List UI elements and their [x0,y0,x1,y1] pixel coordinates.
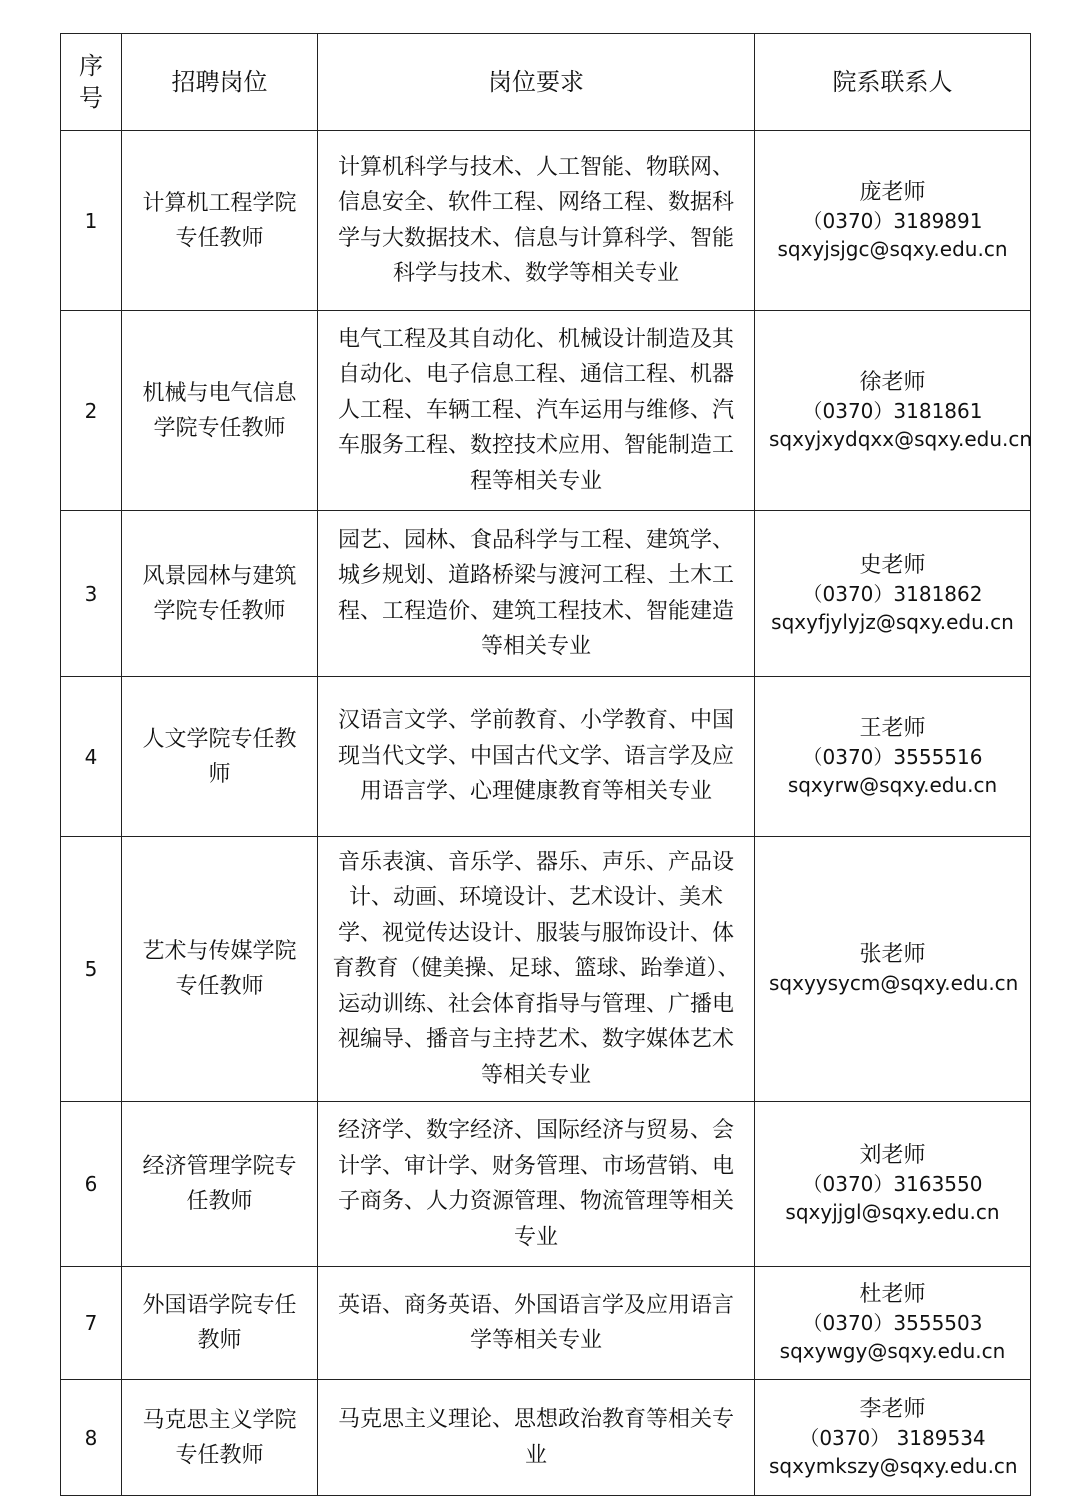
contact-name: 张老师 [859,942,926,967]
contact-phone: （0370）3189891 [802,208,983,233]
header-no: 序号 [61,34,122,131]
row-contact [755,1267,1031,1380]
row-position: 计算机工程学院专任教师 [122,131,318,311]
contact-name: 李老师 [859,1396,926,1422]
row-requirements: 马克思主义理论、思想政治教育等相关专业 [318,1380,755,1496]
row-requirements: 汉语言文学、学前教育、小学教育、中国现当代文学、中国古代文学、语言学及应用语言学、心理健康教育等相关专业 [318,677,755,837]
contact-email: sqxyjxydqxx@sqxy.edu.cn [769,426,1033,451]
table-row [61,1267,1031,1380]
table-row [61,511,1031,677]
row-no: 8 [61,1380,122,1496]
contact-name: 杜老师 [859,1282,926,1307]
contact-name: 刘老师 [859,1143,926,1168]
header-contact: 院系联系人 [755,34,1031,131]
row-no: 3 [61,511,122,677]
contact-name: 徐老师 [859,369,926,395]
contact-name: 史老师 [859,552,926,578]
contact-name: 王老师 [859,715,926,741]
table-row [61,1380,1031,1496]
contact-email: sqxyfjylyjz@sqxy.edu.cn [771,609,1014,634]
row-contact [755,1380,1031,1496]
table-row [61,311,1031,511]
row-no: 1 [61,131,122,311]
contact-phone: （0370）3181862 [802,581,983,606]
row-position: 人文学院专任教师 [122,677,318,837]
table-row [61,677,1031,837]
row-no: 6 [61,1102,122,1267]
row-no: 4 [61,677,122,837]
row-contact [755,311,1031,511]
row-no: 2 [61,311,122,511]
header-requirements: 岗位要求 [318,34,755,131]
table-header-row [61,34,1031,131]
contact-email: sqxymkszy@sqxy.edu.cn [769,1453,1018,1478]
row-no: 7 [61,1267,122,1380]
recruitment-table [60,33,1031,1496]
contact-email: sqxyjsjgc@sqxy.edu.cn [777,236,1008,261]
row-requirements: 经济学、数字经济、国际经济与贸易、会计学、审计学、财务管理、市场营销、电子商务、人力资源管理、物流管理等相关专业 [318,1102,755,1267]
row-requirements: 园艺、园林、食品科学与工程、建筑学、城乡规划、道路桥梁与渡河工程、土木工程、工程造价、建筑工程技术、智能建造等相关专业 [318,511,755,677]
contact-phone: （0370） 3189534 [799,1425,986,1450]
contact-email: sqxywgy@sqxy.edu.cn [779,1339,1006,1363]
row-requirements: 英语、商务英语、外国语言学及应用语言学等相关专业 [318,1267,755,1380]
row-contact [755,511,1031,677]
row-position: 机械与电气信息学院专任教师 [122,311,318,511]
contact-email: sqxyrw@sqxy.edu.cn [787,772,998,797]
header-position: 招聘岗位 [122,34,318,131]
contact-phone: （0370）3181861 [802,398,983,423]
row-position: 经济管理学院专任教师 [122,1102,318,1267]
row-contact [755,677,1031,837]
contact-email: sqxyysycm@sqxy.edu.cn [769,971,1019,995]
row-contact [755,1102,1031,1267]
table-row [61,837,1031,1102]
contact-phone: （0370）3163550 [802,1172,983,1196]
row-contact [755,837,1031,1102]
row-position: 艺术与传媒学院专任教师 [122,837,318,1102]
row-requirements: 音乐表演、音乐学、器乐、声乐、产品设计、动画、环境设计、艺术设计、美术学、视觉传达设计、服装与服饰设计、体育教育（健美操、足球、篮球、跆拳道）、运动训练、社会体育指导与管理、广播电视编导、播音与主持艺术、数字媒体艺术等相关专业 [318,837,755,1102]
table-row [61,131,1031,311]
contact-phone: （0370）3555516 [802,744,983,769]
contact-phone: （0370）3555503 [802,1311,983,1335]
table-row [61,1102,1031,1267]
row-position: 风景园林与建筑学院专任教师 [122,511,318,677]
contact-name: 庞老师 [859,179,926,205]
row-no: 5 [61,837,122,1102]
row-position: 马克思主义学院专任教师 [122,1380,318,1496]
row-requirements: 电气工程及其自动化、机械设计制造及其自动化、电子信息工程、通信工程、机器人工程、车辆工程、汽车运用与维修、汽车服务工程、数控技术应用、智能制造工程等相关专业 [318,311,755,511]
contact-email: sqxyjjgl@sqxy.edu.cn [785,1200,1000,1224]
row-position: 外国语学院专任教师 [122,1267,318,1380]
row-requirements: 计算机科学与技术、人工智能、物联网、信息安全、软件工程、网络工程、数据科学与大数据技术、信息与计算科学、智能科学与技术、数学等相关专业 [318,131,755,311]
row-contact [755,131,1031,311]
